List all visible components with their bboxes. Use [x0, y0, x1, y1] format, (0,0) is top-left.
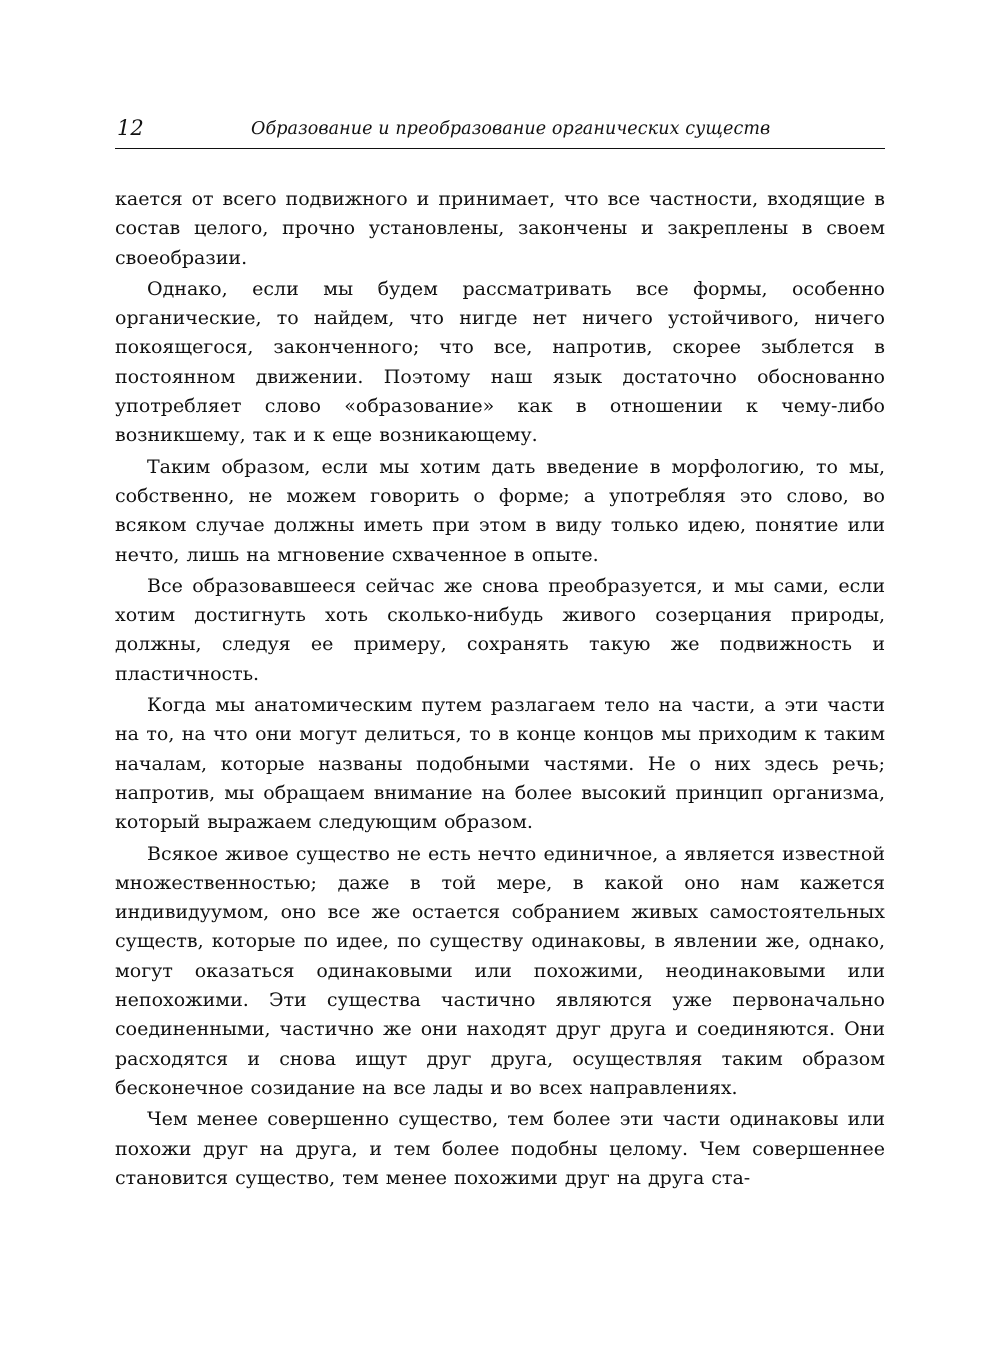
page-header	[115, 112, 885, 149]
paragraph: Всякое живое существо не есть нечто единичное, а является известной множественностью; даже в той мере, в какой оно нам кажется индивидуумом, оно все же остается собранием живых самостоятельных существ, которые по идее, по существу одинаковы, в явлении же, однако, могут оказаться одинаковыми или похожими, неодинаковыми или непохожими. Эти существа частично являются уже первоначально соединенными, частично же они находят друг друга и соединяются. Они расходятся и снова ищут друг друга, осуществляя таким образом бесконечное созидание на все лады и во всех направлениях.	[115, 842, 885, 1099]
paragraph: Все образовавшееся сейчас же снова преобразуется, и мы сами, если хотим достигнуть хоть сколько-нибудь живого созерцания природы, должны, следуя ее примеру, сохранять такую же подвижность и пластичность.	[115, 574, 885, 685]
paragraph: Таким образом, если мы хотим дать введение в морфологию, то мы, собственно, не можем говорить о форме; а употребляя это слово, во всяком случае должны иметь при этом в виду только идею, понятие или нечто, лишь на мгновение схваченное в опыте.	[115, 455, 885, 566]
paragraph: Чем менее совершенно существо, тем более эти части одинаковы или похожи друг на друга, и тем более подобны целому. Чем совершеннее становится существо, тем менее похожими друг на друга ста-	[115, 1108, 885, 1189]
paragraph: Однако, если мы будем рассматривать все формы, особенно органические, то найдем, что нигде нет ничего устойчивого, ничего покоящегося, законченного; что все, напротив, скорее зыблется в постоянном движении. Поэтому наш язык достаточно обоснованно употребляет слово «образование» как в отношении к чему-либо возникшему, так и к еще возникающему.	[115, 277, 885, 447]
paragraph: Когда мы анатомическим путем разлагаем тело на части, а эти части на то, на что они могут делиться, то в конце концов мы приходим к таким началам, которые названы подобными частями. Не о них здесь речь; напротив, мы обращаем внимание на более высокий принцип организма, который выражаем следующим образом.	[115, 694, 885, 834]
book-page	[115, 112, 885, 1195]
running-title: Образование и преобразование органических существ	[251, 119, 771, 139]
body-text	[115, 185, 885, 1193]
page-number: 12	[117, 116, 144, 140]
paragraph: кается от всего подвижного и принимает, что все частности, входящие в состав целого, прочно установлены, закончены и закреплены в своем своеобразии.	[115, 188, 885, 269]
